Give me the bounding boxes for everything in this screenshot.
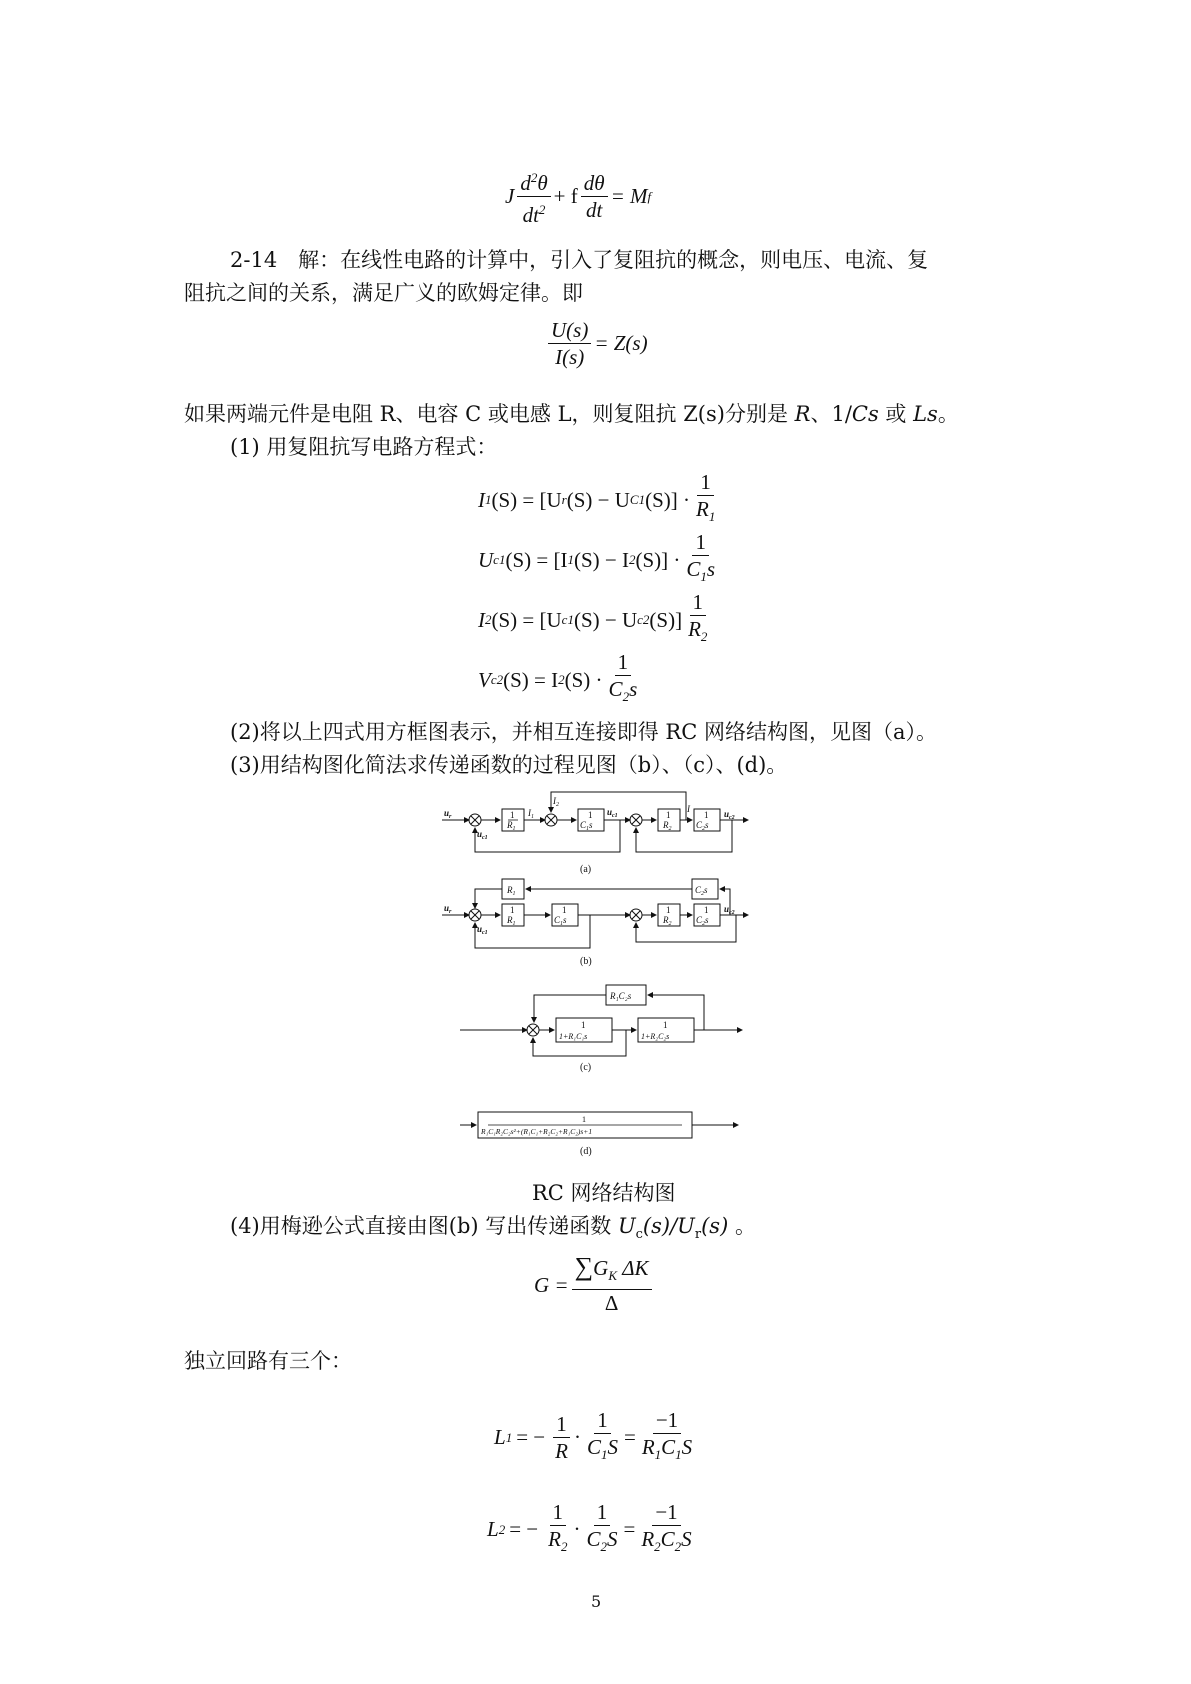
svg-text:uc2: $u_{c2}$ (724, 904, 735, 916)
svg-text:R2: $R_2$ (663, 820, 672, 832)
circuit-eq-row: I 1 (S) = [U r (S) − U C1 (S)] · $\frac{1}{R_1}$ (478, 470, 716, 525)
rc-network-block-diagram (430, 782, 770, 1167)
svg-text:C1s: $C_1s$ (580, 820, 593, 832)
equation-ohm: $\frac{U(s)}{I(s)}$ = Z(s) (545, 318, 648, 369)
svg-text:C1s: $C_1s$ (554, 915, 567, 927)
svg-text:(a): (a) (580, 864, 592, 875)
svg-text:R1: $R_1$ (507, 885, 516, 897)
paragraph-2-14 (230, 244, 1030, 277)
svg-text:uc1: $u_{c1}$ (477, 829, 488, 841)
eq-J: J (505, 184, 515, 208)
eq-plus-f: + f (553, 184, 578, 208)
figure-title: RC 网络结构图 (532, 1181, 676, 1205)
svg-text:(c): (c) (580, 1062, 592, 1073)
circuit-eq-row: I 2 (S) = [U c1 (S) − U c2 (S)] $\frac{1}{R_2}$ (478, 590, 708, 645)
svg-text:I1: $I_1$ (528, 808, 534, 820)
circuit-eq-row: U c1 (S) = [I 1 (S) − I 2 (S)] · $\frac{1}{C_1s}$ (478, 530, 716, 585)
svg-text:R2: $R_2$ (663, 915, 672, 927)
svg-text:R1: $R_1$ (507, 915, 516, 927)
svg-text:R1: $R_1$ (507, 820, 516, 832)
svg-text:R₁C₂s: R₁C₂s (610, 991, 632, 1001)
svg-text:uc1: $u_{c1}$ (607, 807, 618, 819)
step-4: (4)用梅逊公式直接由图(b) 写出传递函数 $U_c(s)/U_r(s)$ 。 (230, 1214, 756, 1243)
svg-text:1: 1 (562, 905, 567, 915)
step-1: (1) 用复阻抗写电路方程式： (230, 435, 498, 459)
circuit-equations (478, 470, 721, 710)
page-number: 5 (591, 1592, 602, 1611)
svg-text:ur: $u_r$ (444, 808, 452, 820)
frac-dtheta: $\frac{d\theta}{dt}$ (581, 171, 608, 222)
paragraph-2-14-cont (184, 277, 1024, 310)
svg-text:(b): (b) (580, 956, 592, 967)
svg-text:1: 1 (663, 1020, 668, 1030)
step-2: (2)将以上四式用方框图表示，并相互连接即得 RC 网络结构图，见图（a）。 (230, 720, 937, 744)
circuit-eq-row: V c2 (S) = I 2 (S) · $\frac{1}{C_2s}$ (478, 650, 638, 705)
paragraph-line: 阻抗之间的关系，满足广义的欧姆定律。即 (184, 281, 583, 305)
svg-text:1: 1 (510, 905, 515, 915)
loops-intro: 独立回路有三个： (184, 1349, 352, 1373)
svg-text:1: 1 (588, 810, 593, 820)
svg-text:uc2: $u_{c2}$ (724, 809, 735, 821)
svg-text:I: I (687, 804, 690, 814)
frac-d2theta: $\frac{d^2\theta}{dt^2}$ (517, 166, 550, 227)
svg-text:1: 1 (510, 810, 515, 820)
loop-L1: L 1 = − $\frac{1}{R}$ · $\frac{1}{C_1S}$ = $\frac{-1}{R_1C_1S}$ (494, 1408, 693, 1464)
loop-L2: L 2 = − $\frac{1}{R_2}$ · $\frac{1}{C_2S}$ = $\frac{-1}{R_2C_2S}$ (487, 1500, 692, 1555)
svg-text:C2s: $C_2s$ (696, 820, 709, 832)
svg-text:1+R₁C₁s: 1+R₁C₁s (559, 1032, 588, 1041)
svg-text:1: 1 (704, 905, 709, 915)
svg-text:1: 1 (582, 1115, 586, 1124)
svg-text:1: 1 (666, 810, 671, 820)
svg-text:uc1: $u_{c1}$ (477, 924, 488, 936)
svg-text:C2s: $C_2s$ (696, 915, 709, 927)
svg-text:R₁C₁R₂C₂s²+(R₁C₁+R₂C₂+R₁C₂)s+1: R₁C₁R₂C₂s²+(R₁C₁+R₂C₂+R₁C₂)s+1 (481, 1127, 593, 1136)
svg-text:I2: $I_2$ (553, 796, 559, 808)
svg-text:C2s: $C_2s$ (695, 885, 708, 897)
svg-text:ur: $u_r$ (444, 903, 452, 915)
paragraph-impedance: 如果两端元件是电阻 R、电容 C 或电感 L，则复阻抗 Z(s)分别是 R、1/Cs 或 Ls。 (184, 402, 959, 426)
svg-text:(d): (d) (580, 1146, 592, 1157)
equation-motion: J $\frac{d^2\theta}{dt^2}$ + f $\frac{d\theta}{dt}$ = M f (505, 166, 651, 227)
step-3: (3)用结构图化简法求传递函数的过程见图（b）、（c）、(d)。 (230, 753, 788, 777)
svg-text:1: 1 (704, 810, 709, 820)
mason-formula: G = $\frac{\sum G_K \Delta K}{\Delta}$ (534, 1255, 655, 1315)
paragraph-line: 2-14 解：在线性电路的计算中，引入了复阻抗的概念，则电压、电流、复 (230, 248, 929, 272)
svg-text:1: 1 (666, 905, 671, 915)
svg-text:1: 1 (581, 1020, 586, 1030)
svg-text:1+R₂C₂s: 1+R₂C₂s (641, 1032, 670, 1041)
eq-rhs: = M (610, 184, 648, 208)
